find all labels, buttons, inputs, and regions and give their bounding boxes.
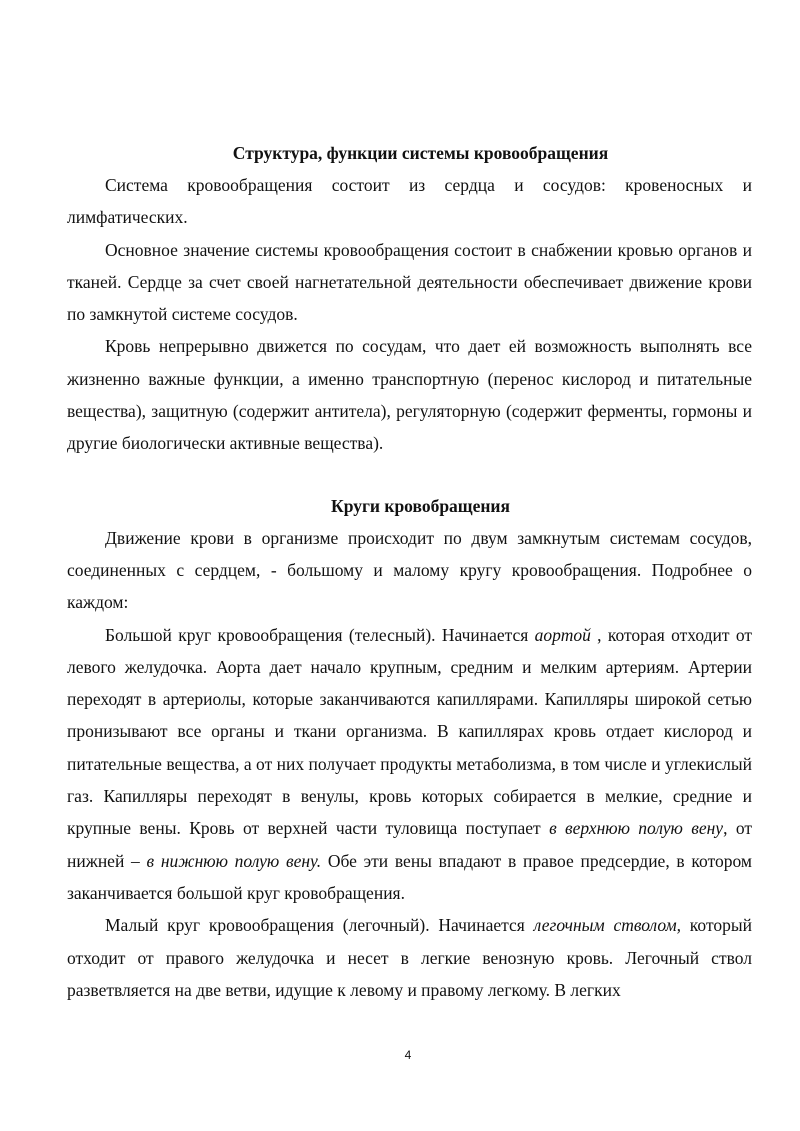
- text-run: который отходит от правого желудочка и несет в легкие венозную кровь. Легочный ствол разветвляется на две ветви, идущие к левому и правому легкому. В легких: [67, 915, 752, 1000]
- page-number: 4: [404, 1048, 412, 1062]
- paragraph: Система кровообращения состоит из сердца и сосудов: кровеносных и лимфатических.: [67, 175, 752, 228]
- text-run: , от нижней –: [67, 818, 752, 871]
- emphasis-aorta: аортой: [534, 624, 591, 645]
- emphasis-pulmonary-trunk: легочным стволом,: [533, 915, 682, 936]
- text-run: Малый круг кровообращения (легочный). Начинается: [105, 915, 534, 936]
- section-title-circulation-circles: Круги кровобращения: [331, 495, 510, 516]
- paragraph: Основное значение системы кровообращения состоит в снабжении кровью органов и тканей. Сердце за счет своей нагнетательной деятельности обеспечивает движение крови по замкнутой системе сосудов.: [67, 239, 752, 325]
- paragraph-systemic-circulation: [67, 619, 752, 910]
- emphasis-inferior-vena-cava: в нижнюю полую вену.: [146, 850, 322, 871]
- text-run: Большой круг кровообращения (телесный). Начинается: [105, 624, 535, 645]
- paragraph-pulmonary-circulation: [67, 909, 752, 1006]
- paragraph: Кровь непрерывно движется по сосудам, что дает ей возможность выполнять все жизненно важные функции, а именно транспортную (перенос кислород и питательные вещества), защитную (содержит антитела), регуляторную (содержит ферменты, гормоны и другие биологически активные вещества).: [67, 336, 752, 454]
- paragraph: Движение крови в организме происходит по двум замкнутым системам сосудов, соединенных с сердцем, - большому и малому кругу кровообращения. Подробнее о каждом:: [67, 527, 752, 613]
- emphasis-superior-vena-cava: в верхнюю полую вену: [549, 818, 724, 839]
- text-run: , которая отходит от левого желудочка. Аорта дает начало крупным, средним и мелким артериям. Артерии переходят в артериолы, которые заканчиваются капиллярами. Капилляры широкой сетью пронизывают все органы и ткани организма. В капиллярах кровь отдает кислород и питательные вещества, а от них получает продукты метаболизма, в том числе и углекислый газ. Капилляры переходят в венулы, кровь которых собирается в мелкие, средние и крупные вены. Кровь от верхней части туловища поступает: [67, 624, 752, 839]
- text-run: Обе эти вены впадают в правое предсердие, в котором заканчивается большой круг кровобращения.: [67, 850, 752, 903]
- section-title-circulatory-system: Структура, функции системы кровообращения: [232, 143, 609, 163]
